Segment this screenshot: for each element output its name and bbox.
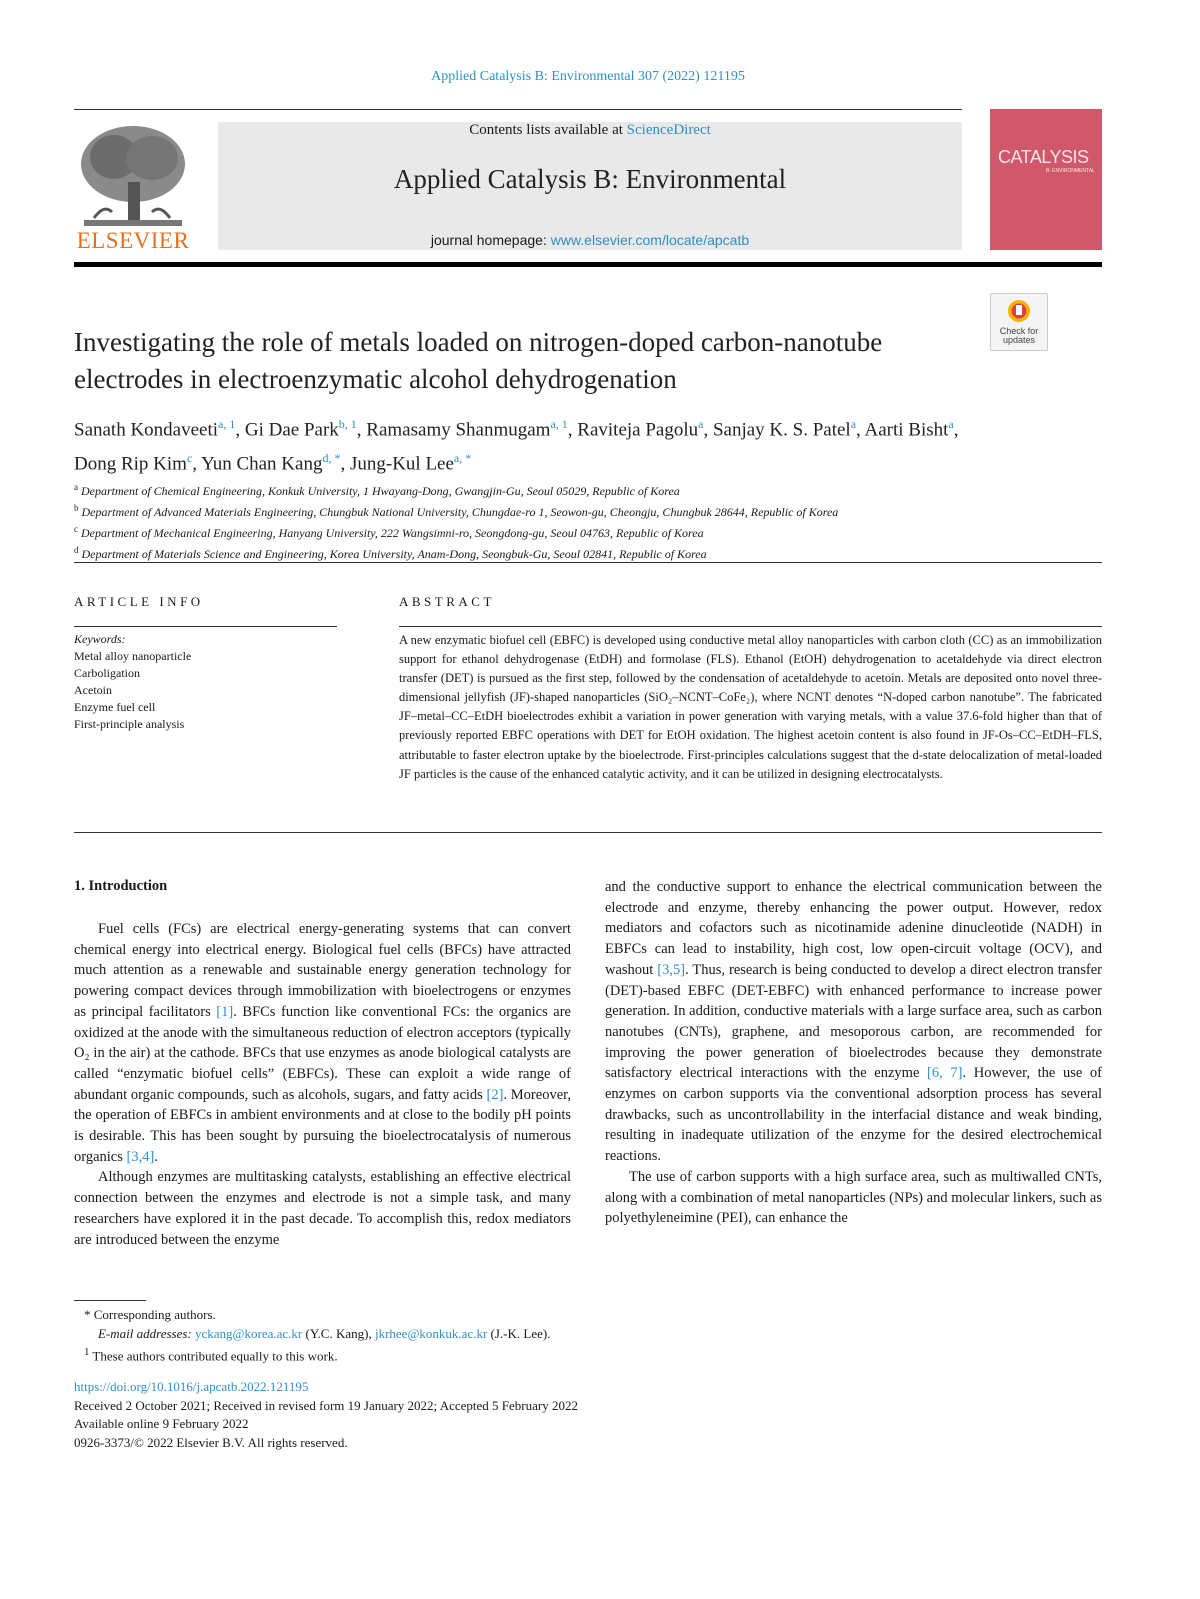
author-affiliation-marker[interactable]: a (698, 417, 704, 431)
abstract-end-rule (74, 832, 1102, 833)
article-info-rule (74, 626, 337, 627)
citation-link[interactable]: [3,4] (126, 1148, 155, 1165)
keyword-item: First-principle analysis (74, 717, 185, 731)
elsevier-logo[interactable] (74, 122, 192, 254)
author-separator: , (192, 453, 202, 475)
footnote-rule (74, 1300, 146, 1301)
check-for-updates-badge[interactable] (990, 293, 1048, 351)
homepage-prefix: journal homepage: (430, 232, 551, 248)
paragraph: Fuel cells (FCs) are electrical energy-generating systems that can convert chemical energy into electrical energy. Biological fuel cells (BFCs) have attracted much attention as a renewable and sustainable energy generation technology for powering compact devices through immobilization with bioelectrogens or enzymes as principal facilitators [1]. BFCs function like conventional FCs: the organics are oxidized at the anode with the simultaneous reduction of electron acceptors (typically O₂ in the air) at the cathode. BFCs that use enzymes as anode biological catalysts are called “enzymatic biofuel cells” (EBFCs). These can exploit a wide range of abundant organic compounds, such as alcohols, sugars, and fatty acids [2]. Moreover, the operation of EBFCs in ambient environments and at close to the bodily pH points is desirable. This has been sought by pursuing the bioelectrocatalysis of numerous organics [3,4]. (74, 921, 572, 1165)
author-name[interactable]: Aarti Bisht (864, 419, 949, 441)
author-name[interactable]: Jung-Kul Lee (349, 453, 454, 475)
author-affiliation-marker[interactable]: b, 1 (338, 417, 357, 431)
article-title: Investigating the role of metals loaded on nitrogen-doped carbon-nanotube electrodes in electroenzymatic alcohol dehydrogenation (74, 327, 883, 394)
email-link[interactable]: jkrhee@konkuk.ac.kr (374, 1326, 488, 1341)
body-column-left (74, 919, 571, 1250)
journal-cover-thumbnail[interactable] (990, 109, 1102, 250)
body-column-right (605, 877, 1102, 1229)
author-name[interactable]: Raviteja Pagolu (577, 419, 699, 441)
sciencedirect-link[interactable]: ScienceDirect (626, 122, 711, 138)
keyword-item: Enzyme fuel cell (74, 700, 156, 714)
received-dates: Received 2 October 2021; Received in revised form 19 January 2022; Accepted 5 February 2022 (74, 1397, 578, 1413)
author-separator: , (856, 419, 865, 441)
author-affiliation-marker[interactable]: a (850, 417, 857, 431)
author-name[interactable]: Sanjay K. S. Patel (712, 419, 851, 441)
journal-title: Applied Catalysis B: Environmental (393, 164, 787, 194)
keywords-label: Keywords: (74, 632, 126, 646)
homepage-link[interactable]: www.elsevier.com/locate/apcatb (550, 232, 750, 248)
abstract-heading: ABSTRACT (399, 594, 495, 609)
keyword-item: Carboligation (74, 666, 140, 680)
header-thick-rule (74, 262, 1102, 267)
author-separator: , (356, 419, 367, 441)
section-heading-introduction: 1. Introduction (74, 878, 168, 894)
citation-link[interactable]: [1] (216, 1003, 234, 1020)
abstract-text: A new enzymatic biofuel cell (EBFC) is developed using conductive metal alloy nanoparticles with carbon cloth (CC) as an immobilization support for ethanol dehydrogenase (EtDH) and formolase (FLS). Ethanol (EtOH) dehydrogenation to acetaldehyde via direct electron transfer (DET) is pursued as the first step, followed by the condensation of acetaldehyde to acetoin. Metals are deposited onto novel three-dimensional jellyfish (JF)-shaped nanoparticles (SiO₂–NCNT–CoFe₂), where NCNT denotes “N-doped carbon nanotube”. The fabricated JF–metal–CC–EtDH bioelectrodes exhibit a variation in power generation with varying metals, with a value 37.6-fold higher than that of previously reported EBFC operations with DET for EtOH oxidation. The highest acetoin content is also found in JF-Os–CC–EtDH–FLS, attributable to faster electron uptake by the bioelectrode. First-principles calculations suggest that the d-state delocalization of metal-loaded JF particles is the cause of the enhanced catalytic activity, and it can be utilized in designing electrocatalysts. (399, 633, 1102, 781)
author-affiliation-marker[interactable]: a, 1 (550, 417, 568, 431)
author-separator: , (567, 419, 578, 441)
abstract-rule (399, 626, 1102, 627)
affiliations (74, 479, 1102, 563)
available-online: Available online 9 February 2022 (74, 1416, 249, 1431)
paragraph: and the conductive support to enhance the electrical communication between the electrode and enzyme, thereby enhancing the power output. However, redox mediators and cofactors such as nicotinamide adenine dinucleotide (NADH) in EBFCs can lead to instability, high cost, low open-circuit voltage (OCV), and washout [3,5]. Thus, research is being conducted to develop a direct electron transfer (DET)-based EBFC (DET-EBFC) with enhanced performance to increase power generation. In addition, conductive materials with a large surface area, such as carbon nanotubes (CNTs), graphene, and mesoporous carbon, are recommended for improving the power generation of bioelectrodes because they demonstrate satisfactory electrical interactions with the enzyme [6, 7]. However, the use of enzymes on carbon supports via the conventional adsorption process has several drawbacks, such as uncontrollability in the interfacial distance and weak binding, resulting in inadequate utilization of the enzyme for the desired electrochemical reactions. (605, 879, 1102, 1165)
header-rule (74, 109, 962, 110)
affiliation-item: $^d$ Department of Materials Science and Engineering, Korea University, Anam-Dong, Seongbuk-Gu, Seoul 02841, Republic of Korea (74, 545, 707, 561)
cover-subtitle: B: ENVIRONMENTAL (1046, 168, 1095, 174)
paragraph: Although enzymes are multitasking catalysts, establishing an effective electrical connection between the enzymes and electrode is not a simple task, and many researchers have explored it in the past decade. To accomplish this, redox mediators are introduced between the enzyme (74, 1169, 571, 1248)
article-info-heading: ARTICLE INFO (74, 594, 204, 609)
contents-line (218, 122, 962, 139)
author-affiliation-marker[interactable]: a, * (453, 451, 472, 466)
doi-link[interactable]: https://doi.org/10.1016/j.apcatb.2022.121195 (74, 1379, 309, 1394)
crossmark-label: Check for updates (999, 326, 1039, 345)
author-affiliation-marker[interactable]: d, * (322, 451, 341, 466)
equal-contribution-note: $^1$ These authors contributed equally to this work. (84, 1346, 338, 1364)
author-name[interactable]: Yun Chan Kang (201, 453, 323, 475)
affiliation-item: $^b$ Department of Advanced Materials Engineering, Chungbuk National University, Chungdae-ro 1, Seowon-gu, Cheongju, Chungbuk 28644, Republic of Korea (74, 503, 839, 519)
cover-title: CATALYSIS (998, 147, 1089, 167)
journal-banner (218, 122, 962, 250)
author-separator: , (703, 419, 713, 441)
contents-prefix: Contents lists available at (469, 122, 627, 138)
affiliation-item: $^a$ Department of Chemical Engineering, Konkuk University, 1 Hwayang-Dong, Gwangjin-Gu, Seoul 05029, Republic of Korea (74, 482, 680, 498)
keywords-block (74, 631, 337, 733)
email-link[interactable]: yckang@korea.ac.kr (195, 1326, 303, 1341)
section-rule (74, 562, 1102, 563)
author-affiliation-marker[interactable]: a, 1 (218, 417, 236, 431)
author-name[interactable]: Gi Dae Park (244, 419, 339, 441)
author-separator: , (340, 453, 350, 475)
citation-link[interactable]: [6, 7] (927, 1065, 963, 1082)
crossmark-icon (1007, 299, 1031, 323)
paragraph: The use of carbon supports with a high surface area, such as multiwalled CNTs, along with a combination of metal nanoparticles (NPs) and molecular linkers, such as polyethyleneimine (PEI), can enhance the (605, 1168, 1102, 1227)
author-affiliation-marker[interactable]: c (186, 451, 193, 466)
front-matter (74, 1378, 874, 1452)
author-separator: , (953, 419, 959, 441)
author-name[interactable]: Sanath Kondaveeti (74, 419, 219, 441)
author-list (74, 410, 974, 479)
journal-reference[interactable]: Applied Catalysis B: Environmental 307 (2022) 121195 (431, 69, 745, 84)
keyword-item: Metal alloy nanoparticle (74, 649, 192, 663)
citation-link[interactable]: [2] (486, 1086, 504, 1103)
keyword-item: Acetoin (74, 683, 112, 697)
footnotes (74, 1305, 774, 1365)
corresponding-note: * Corresponding authors. (84, 1307, 216, 1322)
author-name[interactable]: Dong Rip Kim (74, 453, 187, 475)
elsevier-wordmark: ELSEVIER (76, 228, 190, 253)
citation-link[interactable]: [3,5] (657, 961, 686, 978)
copyright: 0926-3373/© 2022 Elsevier B.V. All rights reserved. (74, 1434, 348, 1450)
tree-icon (74, 122, 192, 228)
author-affiliation-marker[interactable]: a (948, 417, 954, 431)
author-name[interactable]: Ramasamy Shanmugam (366, 419, 551, 441)
email-note: E-mail addresses: yckang@korea.ac.kr (Y.C. Kang), jkrhee@konkuk.ac.kr (J.-K. Lee). (98, 1326, 551, 1341)
homepage-line (218, 232, 962, 248)
author-separator: , (235, 419, 245, 441)
affiliation-item: $^c$ Department of Mechanical Engineering, Hanyang University, 222 Wangsimni-ro, Seongdong-gu, Seoul 04763, Republic of Korea (74, 524, 704, 540)
